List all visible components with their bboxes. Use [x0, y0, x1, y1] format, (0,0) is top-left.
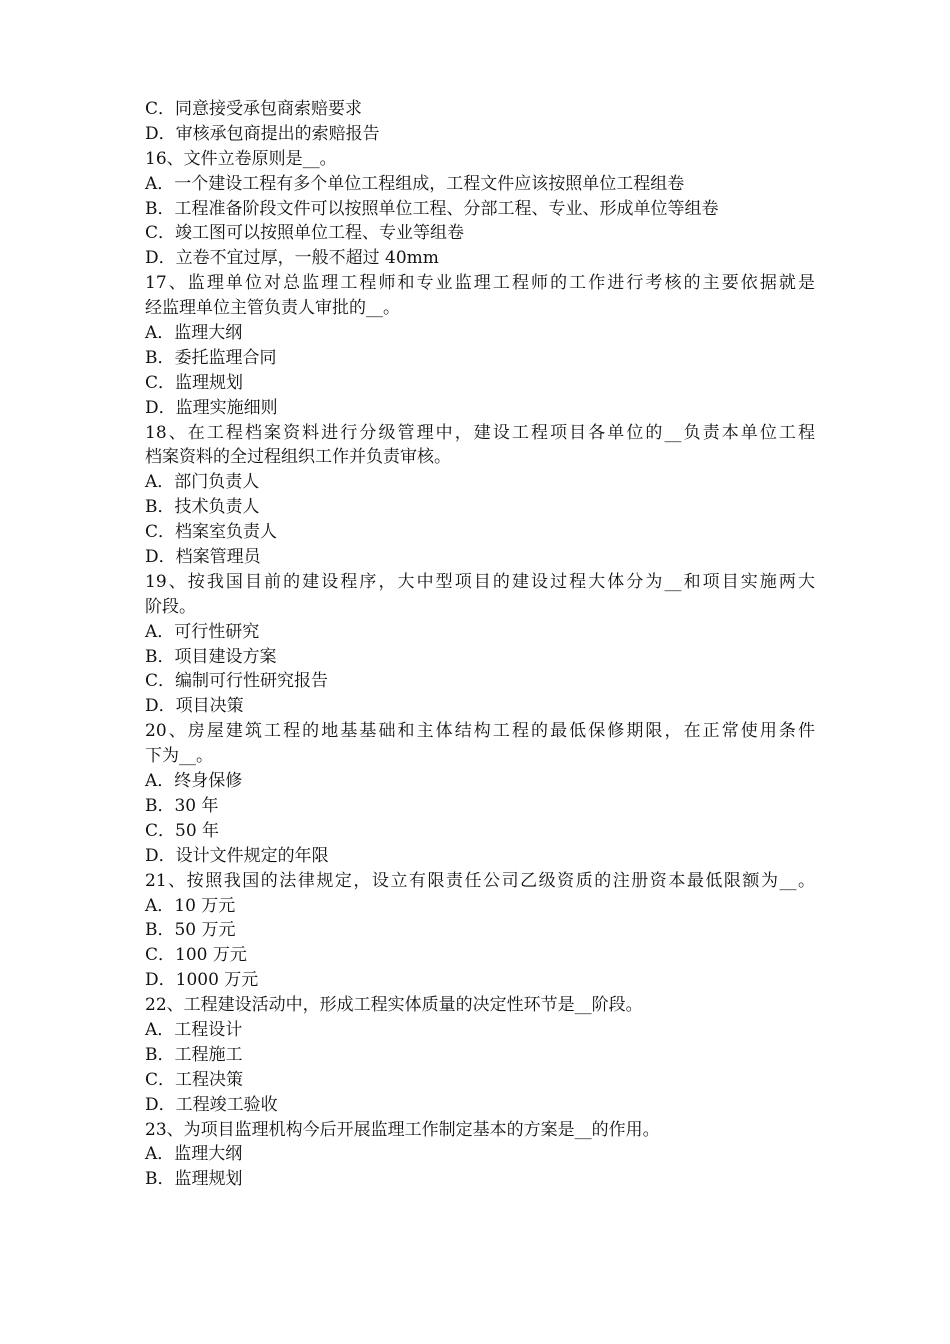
question-line: 22、工程建设活动中，形成工程实体质量的决定性环节是__阶段。	[145, 995, 643, 1016]
question-line: 20、房屋建筑工程的地基基础和主体结构工程的最低保修期限，在正常使用条件	[145, 721, 815, 742]
question-line: 18、在工程档案资料进行分级管理中，建设工程项目各单位的__负责本单位工程	[145, 422, 815, 443]
question-line: 19、按我国目前的建设程序，大中型项目的建设过程大体分为__和项目实施两大	[145, 571, 815, 592]
option-line: C．编制可行性研究报告	[145, 671, 329, 692]
option-line: C．监理规划	[145, 372, 244, 393]
option-line: B．监理规划	[145, 1169, 243, 1190]
option-line: B．技术负责人	[145, 497, 260, 518]
option-line: C．档案室负责人	[145, 522, 278, 543]
option-line: B．30 年	[145, 795, 219, 816]
question-line: 23、为项目监理机构今后开展监理工作制定基本的方案是__的作用。	[145, 1119, 660, 1140]
option-line: B．委托监理合同	[145, 347, 277, 368]
question-line: 21、按照我国的法律规定，设立有限责任公司乙级资质的注册资本最低限额为__。	[145, 870, 815, 891]
option-line: A．10 万元	[145, 895, 236, 916]
option-line: A．工程设计	[145, 1019, 243, 1040]
option-line: D．审核承包商提出的索赔报告	[145, 123, 380, 144]
option-line: A．终身保修	[145, 771, 243, 792]
option-line: A．一个建设工程有多个单位工程组成，工程文件应该按照单位工程组卷	[145, 173, 685, 194]
option-line: A．部门负责人	[145, 472, 260, 493]
option-line: D．项目决策	[145, 696, 244, 717]
option-line: D．立卷不宜过厚，一般不超过 40mm	[145, 248, 439, 269]
document-body	[145, 97, 815, 1192]
option-line: D．1000 万元	[145, 970, 259, 991]
option-line: B．项目建设方案	[145, 646, 277, 667]
question-line-continued: 经监理单位主管负责人审批的__。	[145, 298, 400, 319]
option-line: A．监理大纲	[145, 323, 243, 344]
question-line: 16、文件立卷原则是__。	[145, 148, 337, 169]
option-line: C．同意接受承包商索赔要求	[145, 99, 363, 119]
option-line: D．工程竣工验收	[145, 1094, 278, 1115]
option-line: A．可行性研究	[145, 621, 260, 642]
option-line: B．50 万元	[145, 920, 236, 941]
option-line: C．竣工图可以按照单位工程、专业等组卷	[145, 223, 465, 244]
question-line-continued: 下为__。	[145, 746, 213, 767]
option-line: D．档案管理员	[145, 547, 261, 568]
option-line: B．工程准备阶段文件可以按照单位工程、分部工程、专业、形成单位等组卷	[145, 198, 719, 219]
option-line: B．工程施工	[145, 1044, 243, 1065]
option-line: D．监理实施细则	[145, 397, 278, 418]
option-line: C．100 万元	[145, 945, 247, 966]
question-line-continued: 阶段。	[145, 596, 196, 617]
option-line: C．工程决策	[145, 1069, 244, 1090]
option-line: A．监理大纲	[145, 1144, 243, 1165]
question-line: 17、监理单位对总监理工程师和专业监理工程师的工作进行考核的主要依据就是	[145, 273, 815, 294]
option-line: C．50 年	[145, 820, 220, 841]
option-line: D．设计文件规定的年限	[145, 845, 329, 866]
question-line-continued: 档案资料的全过程组织工作并负责审核。	[145, 447, 451, 468]
